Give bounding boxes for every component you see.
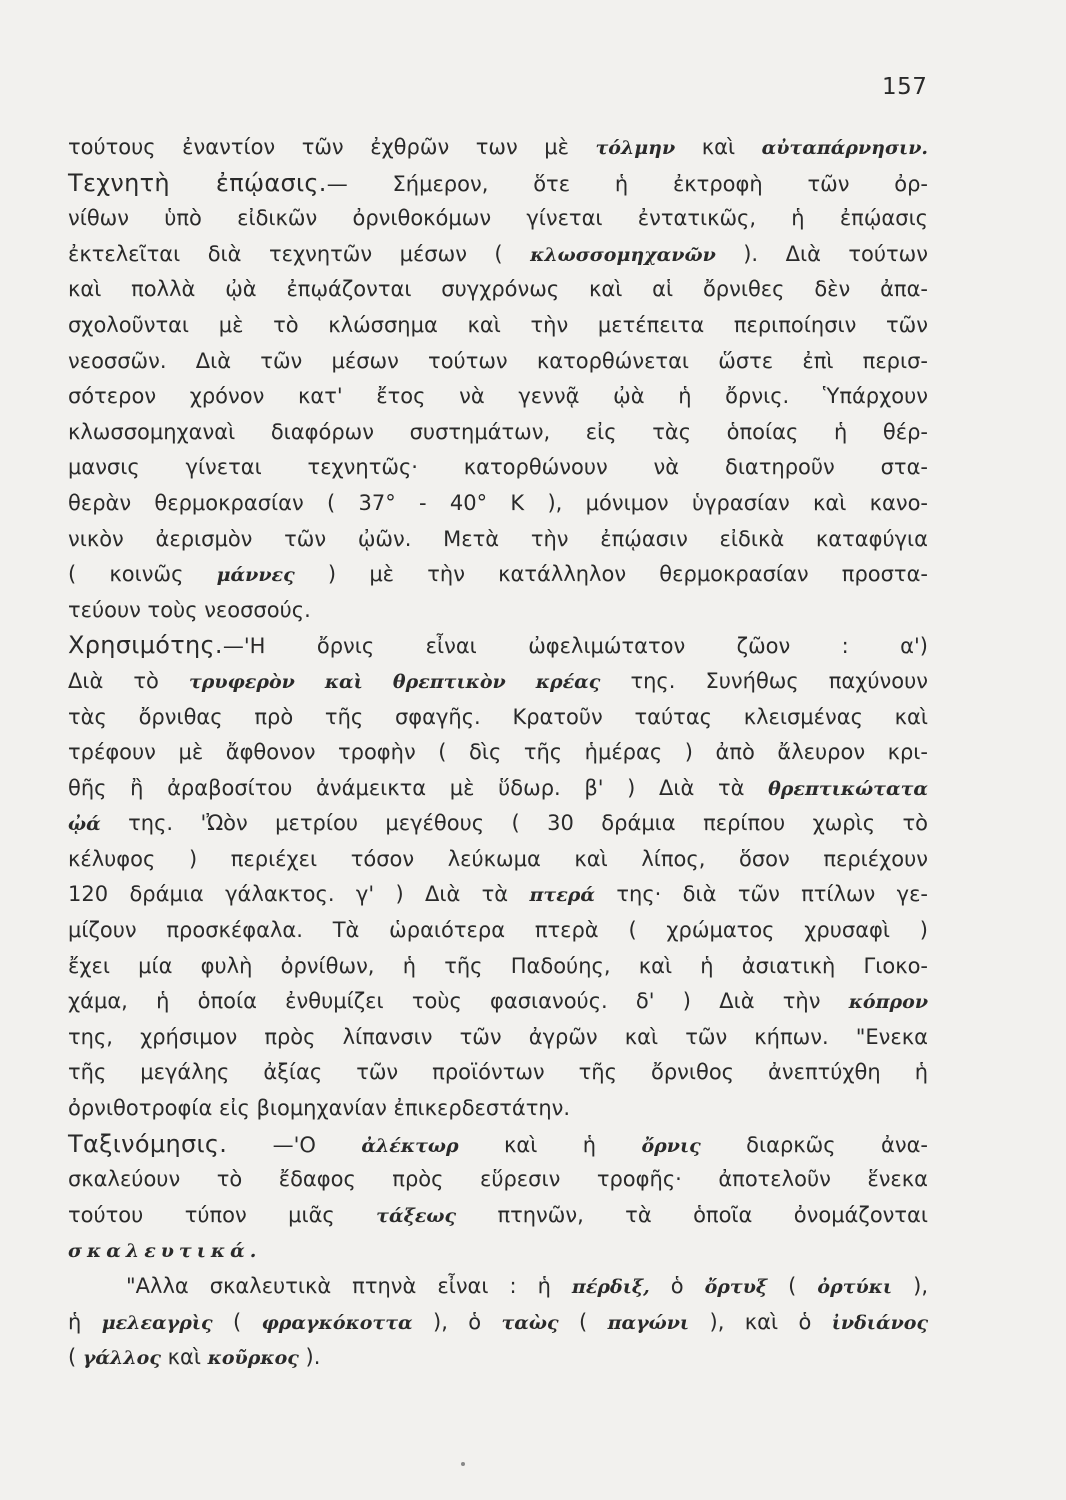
- emphasized-term: κοῦρκος: [207, 1347, 299, 1370]
- emphasized-term: τόλμην: [595, 137, 676, 159]
- text-segment: (: [558, 1309, 608, 1334]
- text-line: [68, 1162, 928, 1198]
- text-segment: της. Συνήθως παχύνουν: [600, 668, 929, 693]
- emphasized-term: μελεαγρὶς: [101, 1311, 213, 1334]
- text-segment: ) μὲ τὴν κατάλληλον θερμοκρασίαν προστα-: [294, 562, 928, 587]
- text-segment: Διὰ τὸ: [68, 668, 189, 693]
- text-segment: καὶ ἡ: [458, 1132, 642, 1157]
- text-segment: τεύουν τοὺς νεοσσούς.: [68, 597, 311, 622]
- text-segment: νίθων ὑπὸ εἰδικῶν ὀρνιθοκόμων γίνεται ἐντατικῶς, ἡ ἐπῴασις: [68, 206, 928, 231]
- emphasized-term: αὐταπάρνησιν.: [761, 137, 928, 159]
- text-segment: μίζουν προσκέφαλα. Τὰ ὡραιότερα πτερὰ ( χρώματος χρυσαφὶ ): [68, 918, 928, 943]
- text-line: [68, 664, 928, 700]
- text-segment: τούτους ἐναντίον τῶν ἐχθρῶν των μὲ: [68, 135, 596, 159]
- text-line: [68, 1233, 928, 1269]
- text-line: [68, 237, 928, 273]
- text-segment: ἐκτελεῖται διὰ τεχνητῶν μέσων (: [68, 241, 531, 266]
- text-segment: καὶ: [160, 1345, 208, 1370]
- emphasized-term: πέρδιξ,: [571, 1276, 650, 1298]
- emphasized-term: ἀλέκτωρ: [361, 1134, 459, 1157]
- text-segment: ἡ: [68, 1309, 102, 1334]
- text-line: [68, 557, 928, 593]
- text-segment: ).: [298, 1345, 321, 1370]
- text-line: [68, 877, 928, 913]
- text-segment: καὶ: [675, 135, 762, 159]
- emphasized-term: μάννες: [216, 564, 295, 587]
- text-line: [68, 1091, 928, 1127]
- text-line: [68, 1055, 928, 1091]
- emphasized-term: θρεπτικώτατα: [768, 777, 928, 800]
- text-line: [68, 166, 928, 202]
- text-line: [68, 130, 928, 166]
- text-segment: θῆς ἢ ἀραβοσίτου ἀνάμεικτα μὲ ὕδωρ. β' ) Διὰ τὰ: [68, 775, 769, 800]
- text-segment: —'Η ὄρνις εἶναι ὠφελιμώτατον ζῶον : α'): [222, 634, 928, 659]
- text-segment: —'Ο: [227, 1132, 362, 1157]
- text-segment: νικὸν ἀερισμὸν τῶν ᾠῶν. Μετὰ τὴν ἐπῴασιν εἰδικὰ καταφύγια: [68, 526, 928, 551]
- text-segment: "Αλλα σκαλευτικὰ πτηνὰ εἶναι : ἡ: [126, 1274, 572, 1298]
- text-segment: κλωσσομηχαναὶ διαφόρων συστημάτων, εἰς τὰς ὁποίας ἡ θέρ-: [68, 419, 928, 444]
- emphasized-term: ᾠά: [68, 813, 101, 836]
- text-line: [68, 949, 928, 985]
- text-segment: σχολοῦνται μὲ τὸ κλώσσημα καὶ τὴν μετέπειτα περιποίησιν τῶν: [68, 312, 928, 337]
- text-segment: της· διὰ τῶν πτίλων γε-: [595, 882, 928, 907]
- text-segment: τρέφουν μὲ ἄφθονον τροφὴν ( δὶς τῆς ἡμέρας ) ἀπὸ ἄλευρον κρι-: [68, 740, 928, 765]
- print-speck: [461, 1462, 465, 1466]
- section-heading: Ταξινόμησις.: [68, 1129, 228, 1158]
- text-segment: ),: [892, 1274, 928, 1298]
- text-segment: ὁ: [649, 1274, 705, 1298]
- section-heading: Τεχνητὴ ἐπῴασις.: [68, 168, 327, 197]
- text-segment: θερὰν θερμοκρασίαν ( 37° - 40° Κ ), μόνιμον ὑγρασίαν καὶ κανο-: [68, 490, 928, 515]
- text-line: [68, 593, 928, 629]
- text-line: [68, 735, 928, 771]
- text-segment: ). Διὰ τούτων: [715, 241, 929, 266]
- emphasized-term: ὄρτυξ: [704, 1276, 768, 1298]
- emphasized-term: ὄρνις: [641, 1134, 701, 1157]
- body-text: [68, 130, 928, 1376]
- text-segment: μανσις γίνεται τεχνητῶς· κατορθώνουν νὰ διατηροῦν στα-: [68, 455, 928, 480]
- text-line: [68, 1127, 928, 1163]
- emphasized-term: ταὼς: [501, 1311, 559, 1334]
- section-heading: Χρησιμότης.: [68, 631, 223, 660]
- text-line: [68, 1340, 928, 1376]
- text-line: [68, 913, 928, 949]
- text-line: [68, 272, 928, 308]
- emphasized-term: ἰνδιάνος: [831, 1311, 929, 1334]
- text-segment: τῆς μεγάλης ἀξίας τῶν προϊόντων τῆς ὄρνιθος ἀνεπτύχθη ἡ: [68, 1060, 928, 1085]
- emphasized-term: τρυφερὸν καὶ θρεπτικὸν κρέας: [188, 670, 601, 693]
- text-segment: της, χρήσιμον πρὸς λίπανσιν τῶν ἀγρῶν καὶ τῶν κήπων. "Ενεκα: [68, 1024, 928, 1049]
- text-line: [68, 415, 928, 451]
- text-line: [68, 1198, 928, 1234]
- text-segment: — Σήμερον, ὅτε ἡ ἐκτροφὴ τῶν ὀρ-: [326, 171, 928, 196]
- text-line: [68, 628, 928, 664]
- emphasized-term: παγώνι: [607, 1311, 690, 1334]
- text-line: [68, 379, 928, 415]
- text-segment: ), καὶ ὁ: [689, 1309, 832, 1334]
- emphasized-term: κλωσσομηχανῶν: [530, 243, 716, 266]
- emphasized-term: κόπρον: [848, 991, 928, 1014]
- text-segment: ( κοινῶς: [68, 562, 217, 587]
- text-segment: ἔχει μία φυλὴ ὀρνίθων, ἡ τῆς Παδούης, καὶ ἡ ἀσιατικὴ Γιοκο-: [68, 953, 928, 978]
- emphasized-term: τάξεως: [376, 1204, 457, 1227]
- emphasized-term: φραγκόκοττα: [261, 1311, 413, 1334]
- text-segment: (: [68, 1345, 83, 1370]
- text-segment: ), ὁ: [412, 1309, 502, 1334]
- text-segment: της. 'Ὠὸν μετρίου μεγέθους ( 30 δράμια περίπου χωρὶς τὸ: [100, 811, 928, 836]
- text-line: [68, 344, 928, 380]
- text-segment: κέλυφος ) περιέχει τόσον λεύκωμα καὶ λίπος, ὅσον περιέχουν: [68, 846, 928, 871]
- text-segment: σότερον χρόνον κατ' ἔτος νὰ γεννᾷ ᾠὰ ἡ ὄρνις. Ὑπάρχουν: [68, 384, 928, 409]
- text-line: [68, 522, 928, 558]
- text-line: [68, 700, 928, 736]
- text-line: [68, 450, 928, 486]
- emphasized-term: γάλλος: [82, 1347, 161, 1370]
- text-segment: πτηνῶν, τὰ ὁποῖα ὀνομάζονται: [456, 1202, 928, 1227]
- text-line: [68, 1269, 928, 1305]
- text-segment: ὀρνιθοτροφία εἰς βιομηχανίαν ἐπικερδεστάτην.: [68, 1096, 571, 1121]
- text-segment: τὰς ὄρνιθας πρὸ τῆς σφαγῆς. Κρατοῦν ταύτας κλεισμένας καὶ: [68, 704, 928, 729]
- text-segment: διαρκῶς ἀνα-: [700, 1132, 928, 1157]
- text-segment: τούτου τύπον μιᾶς: [68, 1202, 377, 1227]
- text-segment: νεοσσῶν. Διὰ τῶν μέσων τούτων κατορθώνεται ὥστε ἐπὶ περισ-: [68, 348, 928, 373]
- text-line: [68, 308, 928, 344]
- emphasized-term: πτερά: [529, 884, 596, 907]
- text-line: [68, 486, 928, 522]
- text-line: [68, 201, 928, 237]
- text-segment: (: [212, 1309, 262, 1334]
- emphasized-term: σκαλευτικά.: [68, 1240, 262, 1263]
- text-line: [68, 806, 928, 842]
- text-line: [68, 1020, 928, 1056]
- emphasized-term: ὀρτύκι: [817, 1276, 893, 1298]
- text-segment: σκαλεύουν τὸ ἔδαφος πρὸς εὕρεσιν τροφῆς· ἀποτελοῦν ἕνεκα: [68, 1167, 928, 1192]
- page-number: 157: [882, 74, 928, 100]
- text-segment: (: [767, 1274, 818, 1298]
- text-line: [68, 842, 928, 878]
- text-segment: 120 δράμια γάλακτος. γ' ) Διὰ τὰ: [68, 882, 530, 907]
- text-line: [68, 1305, 928, 1341]
- text-segment: καὶ πολλὰ ᾠὰ ἐπῳάζονται συγχρόνως καὶ αἱ ὄρνιθες δὲν ἀπα-: [68, 277, 928, 302]
- text-segment: χάμα, ἡ ὁποία ἐνθυμίζει τοὺς φασιανούς. δ' ) Διὰ τὴν: [68, 989, 849, 1014]
- text-line: [68, 984, 928, 1020]
- text-line: [68, 771, 928, 807]
